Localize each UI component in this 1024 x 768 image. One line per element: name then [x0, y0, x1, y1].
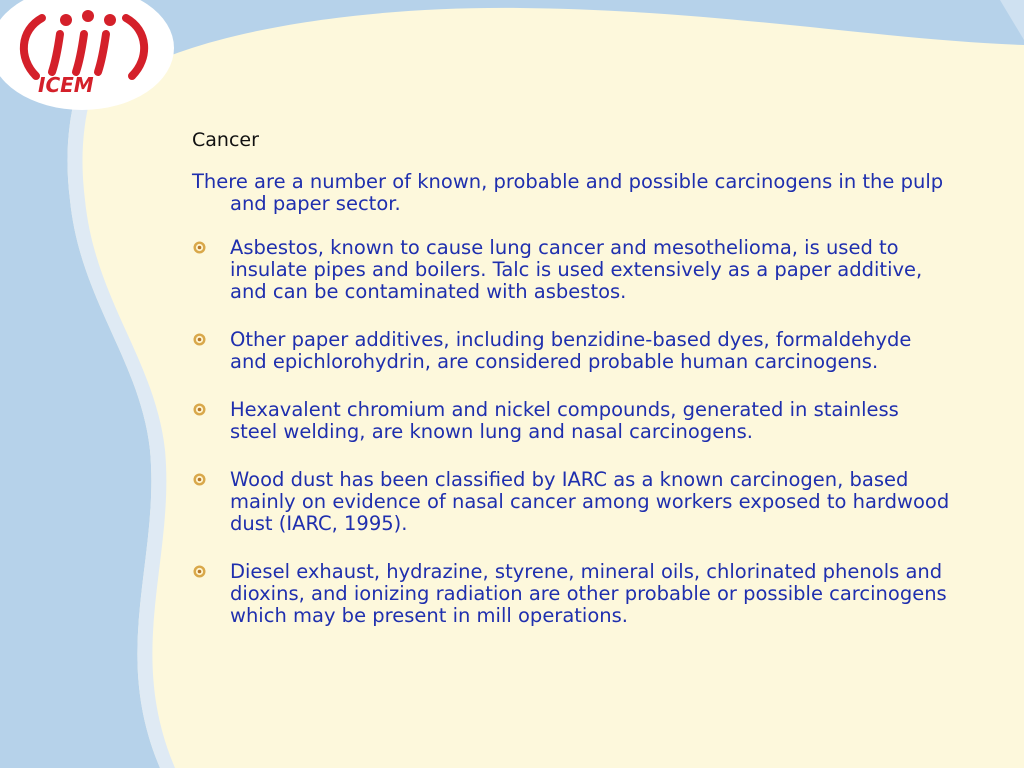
slide-content: [192, 128, 952, 653]
bullet-text: Diesel exhaust, hydrazine, styrene, mineral oils, chlorinated phenols and dioxins, and ionizing radiation are other probable or possible carcinogens which may be present in mill operations.: [230, 560, 947, 627]
bullet-text: Asbestos, known to cause lung cancer and mesothelioma, is used to insulate pipes and boilers. Talc is used extensively as a paper additive, and can be contaminated with asbestos.: [230, 236, 923, 303]
icem-logo: [0, 0, 175, 110]
bullet-text: Wood dust has been classified by IARC as a known carcinogen, based mainly on evidence of nasal cancer among workers exposed to hardwood dust (IARC, 1995).: [230, 468, 950, 535]
bullet-text: Other paper additives, including benzidine-based dyes, formaldehyde and epichlorohydrin, are considered probable human carcinogens.: [230, 328, 912, 373]
list-item: [192, 561, 952, 627]
list-item: [192, 329, 952, 373]
target-bullet-icon: [193, 333, 206, 346]
target-bullet-icon: [193, 473, 206, 486]
target-bullet-icon: [193, 241, 206, 254]
list-item: [192, 399, 952, 443]
bullet-list: [192, 237, 952, 627]
target-bullet-icon: [193, 565, 206, 578]
intro-paragraph: There are a number of known, probable and possible carcinogens in the pulp and paper sector.: [192, 170, 944, 215]
bullet-text: Hexavalent chromium and nickel compounds, generated in stainless steel welding, are known lung and nasal carcinogens.: [230, 398, 899, 443]
list-item: [192, 469, 952, 535]
slide-title: Cancer: [192, 129, 259, 151]
target-bullet-icon: [193, 403, 206, 416]
logo-text: ICEM: [38, 73, 94, 97]
list-item: [192, 237, 952, 303]
